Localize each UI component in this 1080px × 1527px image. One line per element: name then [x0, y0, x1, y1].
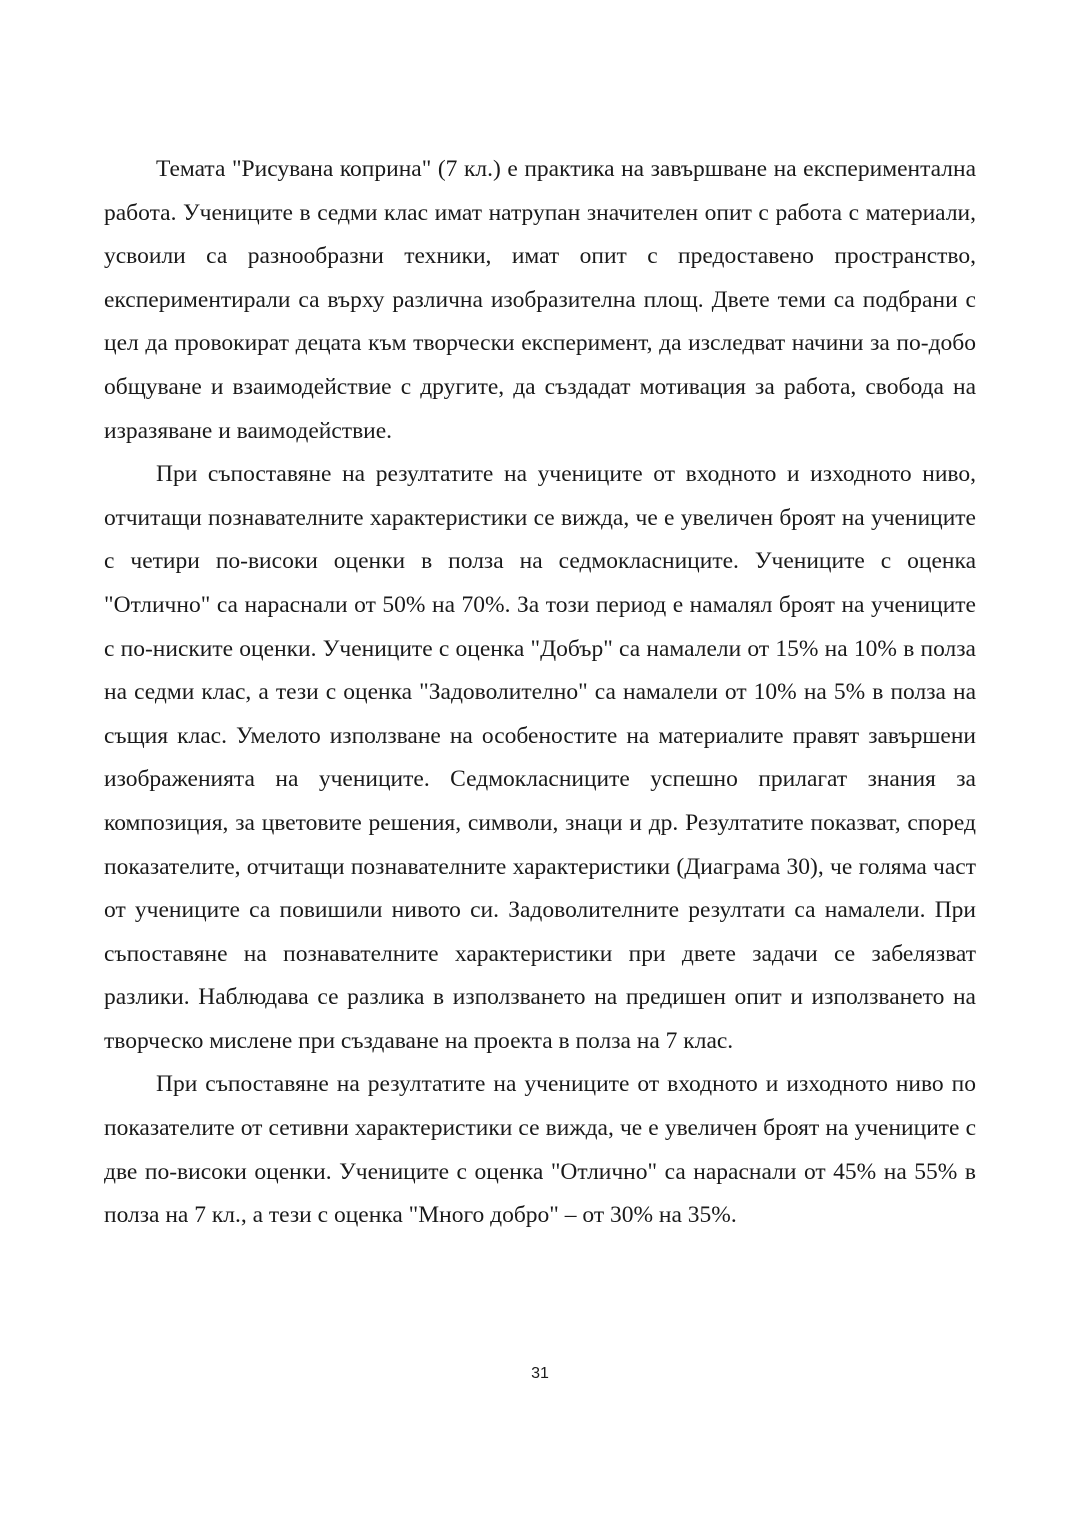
body-text — [104, 148, 976, 1238]
page-number: 31 — [531, 1365, 549, 1382]
paragraph-2: При съпоставяне на резултатите на учениците от входното и изходното ниво, отчитащи познавателните характеристики се вижда, че е увеличен броят на учениците с четири по-високи оценки в полза на седмокласниците. Учениците с оценка "Отлично" са нараснали от 50% на 70%. За този период е намалял броят на учениците с по-ниските оценки. Учениците с оценка "Добър" са намалели от 15% на 10% в полза на седми клас, а тези с оценка "Задоволително" са намалели от 10% на 5% в полза на същия клас. Умелото използване на особеностите на материалите правят завършени изображенията на учениците. Седмокласниците успешно прилагат знания за композиция, за цветовите решения, символи, знаци и др. Резултатите показват, според показателите, отчитащи познавателните характеристики (Диаграма 30), че голяма част от учениците са повишили нивото си. Задоволителните резултати са намалели. При съпоставяне на познавателните характеристики при двете задачи се забелязват разлики. Наблюдава се разлика в използването на предишен опит и използването на творческо мислене при създаване на проекта в полза на 7 клас. — [104, 461, 976, 1054]
paragraph-1: Темата "Рисувана коприна" (7 кл.) е практика на завършване на експериментална работа. Учениците в седми клас имат натрупан значителен опит с работа с материали, усвоили са разнообразни техники, имат опит с предоставено пространство, експериментирали са върху различна изобразителна площ. Двете теми са подбрани с цел да провокират децата към творчески експеримент, да изследват начини за по-добо общуване и взаимодействие с другите, да създадат мотивация за работа, свобода на изразяване и ваимодействие. — [104, 156, 976, 444]
paragraph-3: При съпоставяне на резултатите на учениците от входното и изходното ниво по показателите от сетивни характеристики се вижда, че е увеличен броят на учениците с две по-високи оценки. Учениците с оценка "Отлично" са нараснали от 45% на 55% в полза на 7 кл., а тези с оценка "Много добро" – от 30% на 35%. — [104, 1071, 976, 1229]
